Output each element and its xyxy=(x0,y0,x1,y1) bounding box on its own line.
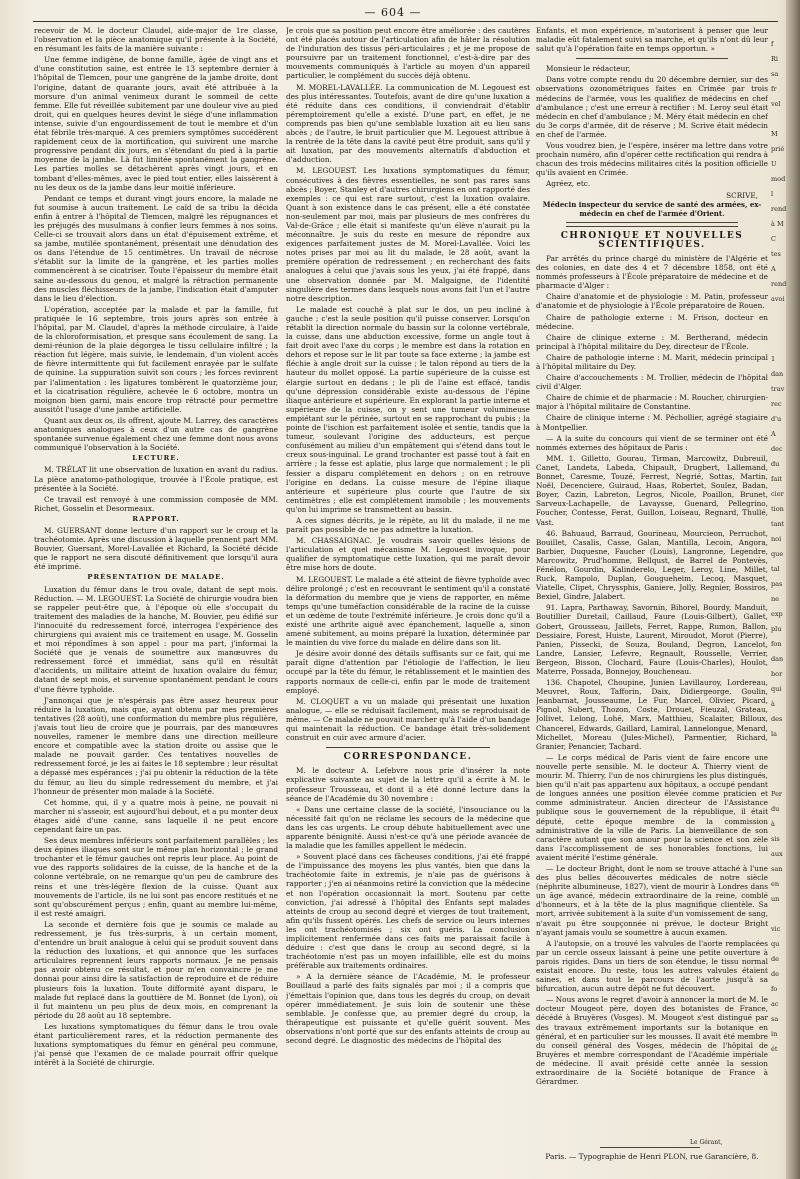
edge-fragment: d'u xyxy=(771,415,782,423)
edge-fragment xyxy=(771,775,787,784)
edge-fragment: cier xyxy=(771,490,784,498)
paragraph: M. MOREL-LAVALLÉE. La communication de M. Legouest est des plus intéressantes. Toutefois, avant de dire qu'une luxation a été réduite dans ces conditions, il conviendrait d'établir péremptoirement qu'elle a existé. D'une part, en effet, je ne comprends pas bien qu'une semblable luxation ait eu lieu sans abcès ; de l'autre, le bruit particulier que M. Legouest attribue à la rentrée de la tête dans la cavité peut être produit, sans qu'il y ait luxation, par des mouvements alternatifs d'abduction et d'adduction. xyxy=(286,82,530,165)
paragraph: Chaire de clinique interne : M. Péchollier, agrégé stagiaire à Montpellier. xyxy=(536,413,768,432)
edge-fragment: ét xyxy=(771,1045,778,1053)
paragraph: 136. Chapotel, Choupine, Junien Lavillauroy, Lordereau, Meuvret, Roux, Tafforin, Daix, Didiergeorge, Goulin, Jeanbarnat, Jousseaume, Le Fur, Marcel, Olivier, Picard, Pignol, Subert, Thozon, Coste, Drouet, Fieuzal, Grateau, Jollivet, Lelong, Lohé, Marx, Matthieu, Scalaiter, Billoux, Chancerel, Edwards, Gaillard, Lamiral, Lannelongue, Menard, Michellet, Moreau (Jules-Michel), Parmentier, Richard, Granier, Penancier, Tachard. xyxy=(536,678,768,751)
edge-fragment: ne xyxy=(771,595,780,603)
paragraph: Chaire de pathologie externe : M. Frison, docteur en médecine. xyxy=(536,312,768,331)
paragraph: Ses deux membres inférieurs sont parfaitement parallèles ; les deux épines iliaques sont sur le même plan horizontal ; le grand trochanter et le fémur gauches ont repris leur place. Au point de vue des rapports solidaires de la cuisse, de la hanche et de la colonne vertébrale, on ne remarque qu'un peu de cambrure des reins et une très-légère flexion de la cuisse. Quant aux mouvements de l'article, ils ne lui sont pas encore restitués et ne sont qu'obscurément perçus ; enfin, quant au membre lui-même, il est resté amaigri. xyxy=(34,836,278,918)
paragraph: MM. 1. Gilletto, Gourau, Tirman, Marcowitz, Dubreuil, Canet, Landeta, Labeda, Chipault, Drugbert, Lallemand, Bonnet, Caresme, Touzé, Ferrest, Negrié, Sottas, Martin, Noël, Decenciere, Guiraud, Haas, Robertet, Soulez, Badan, Boyer, Cazin, Labreton, Legros, Nicole, Poaillon, Brunet, Sarveux-Lachapelle, de Lavaysse, Guenard, Pellegrino, Foucher, Contesse, Ferat, Guillon, Loiseau, Regnard, Thullé, Vast. xyxy=(536,453,768,527)
edge-fragment: prié xyxy=(771,145,785,153)
edge-fragment: fait xyxy=(771,475,782,483)
edge-fragment: du xyxy=(771,805,780,813)
paragraph: Ce travail est renvoyé à une commission composée de MM. Richet, Gosselin et Desormeaux. xyxy=(34,494,278,513)
signature-title: Médecin inspecteur du service de santé des armées, ex-médecin en chef de l'armée d'Orient. xyxy=(542,199,762,218)
paragraph: Agréez, etc. xyxy=(546,179,591,189)
paragraph: Une femme indigène, de bonne famille, âgée de vingt ans et d'une constitution saine, est entrée le 13 septembre dernier à l'hôpital de Tlemcen, pour une gangrène de la jambe droite, dont l'origine, datant de quarante jours, avait été attribuée à la morsure d'un animal venimeux durant le sommeil de cette femme. Elle fut réveillée subitement par une douleur vive au pied droit, qui en quelques heures devint le siége d'une inflammation intense, suivie d'un engourdissement de tout le membre et d'un état fébrile très-marqué. A ces premiers symptômes succédèrent rapidement ceux de la mortification, qui suivirent une marche progressive pendant dix jours, en s'étendant du pied à la partie moyenne de la jambe. Là fut limitée spontanément la gangrène. Les parties molles se détachèrent après vingt jours, et en tombant d'elles-mêmes, avec le pied tout entier, elles laissèrent à nu les deux os de la jambe dans leur moitié inférieure. xyxy=(34,55,278,192)
edge-fragment: tal xyxy=(771,565,780,573)
edge-fragment xyxy=(771,760,787,769)
edge-fragment: sa xyxy=(771,1015,779,1023)
section-heading: PRÉSENTATION DE MALADE. xyxy=(87,573,225,582)
paragraph: L'opération, acceptée par la malade et par la famille, fut pratiquée le 16 septembre, trois jours après son entrée à l'hôpital, par M. Claudel, d'après la méthode circulaire, à l'aide de la chloroformisation, et presque sans écoulement de sang. La demi-réunion de la plaie dégorgea le tissu cellulaire infiltré ; la réaction fut légère, mais suivie, le lendemain, d'un violent accès de fièvre intermittente qui fut facilement enrayée par le sulfate de quinine. La suppuration suivit son cours ; les forces revinrent par l'alimentation : les ligatures tombèrent le quatorzième jour, et la cicatrisation régulière, achevée le 6 octobre, montra un moignon bien garni, mais encore trop rétracté pour permettre aussitôt l'usage d'une jambe artificielle. xyxy=(34,304,278,414)
paragraph: Chaire de clinique externe : M. Bertherand, médecin principal à l'hôpital militaire du Dey, directeur de l'École. xyxy=(536,332,768,351)
edge-fragment: de xyxy=(771,955,780,963)
paragraph: Les luxations symptomatiques du fémur dans le trou ovale étant particulièrement rares, et la réduction permanente des luxations symptomatiques du fémur en général peu commune, j'ai pensé que l'examen de ce malade pourrait offrir quelque intérêt à la Société de chirurgie. xyxy=(34,1021,278,1068)
edge-fragment: sis xyxy=(771,835,780,843)
edge-fragment: fo xyxy=(771,985,778,993)
paragraph: J'annonçai que je n'espérais pas être assez heureux pour réduire la luxation, mais que, ayant obtenu par mes premières tentatives (28 août), une conformation du membre plus régulière, j'avais tout lieu de croire que je pourrais, par des manœuvres nouvelles, ramener le membre dans une direction meilleure encore et compatible avec la station droite ou assise que le malade ne pouvait garder. Ces tentatives nouvelles de redressement forcé, je les ai faites le 18 septembre ; leur résultat a dépassé mes espérances ; j'ai pu obtenir la réduction de la tête du fémur, au lieu du simple redressement du membre, et j'ai l'honneur de présenter mon malade à la Société. xyxy=(34,695,278,796)
printer-imprint: Paris. — Typographie de Henri PLON, rue Garancière, 8. xyxy=(545,1152,759,1161)
paragraph: Chaire de pathologie interne : M. Marit, médecin principal à l'hôpital militaire du Dey. xyxy=(536,352,768,371)
edge-fragment: noi xyxy=(771,535,782,543)
edge-fragment: plu xyxy=(771,625,782,633)
paragraph: Cet homme, qui, il y a quatre mois à peine, ne pouvait ni marcher ni s'asseoir, est aujourd'hui debout, et a pu monter deux étages aidé d'une canne, sans laquelle il ne peut encore cependant faire un pas. xyxy=(34,797,278,834)
edge-fragment: dan xyxy=(771,370,784,378)
paragraph: » Souvent placé dans ces fâcheuses conditions, j'ai été frappé de l'impuissance des moyens les plus vantés, bien que dans la trachéotomie faite in extremis, je n'aie pas de guérisons à rapporter ; j'en ai néanmoins retiré la conviction que la médecine et non l'opération occasionnait la mort. Soutenu par cette conviction, j'ai adressé à l'hôpital des Enfants sept malades atteints de croup au second degré et vierges de tout traitement, afin qu'ils fussent opérés. Les chefs de service ou leurs internes les ont trachéotomisés ; six ont guéris. La conclusion implicitement renfermée dans ces faits me paraissait facile à déduire : c'est que dans le croup au second degré, si la trachéotomie n'est pas un moyen infaillible, elle est du moins préférable aux traitements ordinaires. xyxy=(286,852,530,971)
edge-fragment: à xyxy=(771,820,775,828)
paragraph: Quant aux deux os, ils offrent, ajoute M. Larrey, des caractères anatomiques analogues à ceux d'un autre cas de gangrène spontanée survenue également chez une femme dont nous avons communiqué l'observation à la Société. xyxy=(34,415,278,453)
edge-fragment: à xyxy=(771,700,775,708)
gerant-signature: Le Gérant, xyxy=(690,1139,723,1146)
paragraph: Luxation du fémur dans le trou ovale, datant de sept mois. Réduction. — M. LEGOUEST. La Société de chirurgie voudra bien se rappeler peut-être que, à l'époque où elle s'occupait du traitement des maladies de la hanche, M. Bouvier, peu édifié sur l'innocuité du redressement forcé, interrogea l'expérience des chirurgiens qui avaient mis ce traitement en usage. M. Gosselin et moi répondîmes à son appel : pour ma part, j'informai la Société que je venais de soumettre aux manœuvres du redressement forcé et immédiat, sans qu'il en résultât d'accidents, un militaire atteint de luxation ovalaire du fémur, datant de sept mois, et survenue spontanément pendant le cours d'une fièvre typhoïde. xyxy=(34,584,278,694)
edge-fragment: la xyxy=(771,730,777,738)
column-right xyxy=(536,26,768,1146)
edge-fragment: fon xyxy=(771,640,782,648)
edge-fragment: dan xyxy=(771,655,784,663)
edge-fragment: tion xyxy=(771,505,784,513)
paragraph: recevoir de M. le docteur Claudel, aide-major de 1re classe, l'observation et la pièce anatomique qu'il présente à la Société, en résumant les faits de la manière suivante : xyxy=(34,26,278,54)
paragraph: Je crois que sa position peut encore être améliorée : des cautères ont été placés autour de l'articulation afin de hâter la résolution de l'induration des tissus péri-articulaires ; et je me propose de poursuivre par un traitement fonctionnel, c'est-à-dire par des mouvements communiqués à l'article au moyen d'un appareil particulier, le complément du succès déjà obtenu. xyxy=(286,26,530,81)
edge-fragment: l xyxy=(771,190,774,198)
paragraph: Chaire d'accouchements : M. Trollier, médecin de l'hôpital civil d'Alger. xyxy=(536,373,768,392)
edge-fragment xyxy=(771,340,787,349)
paragraph: M. CLOQUET a vu un malade qui présentait une luxation analogue, — elle se réduisait facilement, mais se reproduisait de même. — Ce malade ne pouvait marcher qu'à l'aide d'un bandage qui maintenait la réduction. Ce bandage était très-solidement construit en cuir avec armure d'acier. xyxy=(286,696,530,743)
paragraph: Dans votre compte rendu du 20 décembre dernier, sur des observations ozonométriques faites en Crimée par trois médecins de l'armée, vous les qualifiez de médecins en chef d'ambulance ; c'est une erreur à rectifier : M. Leroy seul était médecin en chef d'ambulance ; M. Méry était médecin en chef du 3e corps d'armée, dit de réserve ; M. Scrive était médecin en chef de l'armée. xyxy=(536,75,768,139)
paragraph: Enfants, et mon expérience, m'autorisent à penser que leur maladie eût fatalement suivi sa marche, et qu'ils n'ont dû leur salut qu'à l'opération faite en temps opportun. » xyxy=(536,26,768,54)
edge-fragment: du xyxy=(771,460,780,468)
footer-rule xyxy=(600,1147,700,1148)
section-rule xyxy=(326,747,490,748)
section-heading: LECTURE. xyxy=(132,454,180,463)
paragraph: » A la dernière séance de l'Académie, M. le professeur Bouillaud a parlé des faits signalés par moi ; il a compris que j'émettais l'opinion que, dans tous les degrés du croup, on devait opérer immédiatement. Je suis loin de soutenir une thèse semblable. Je confesse que, au premier degré du croup, la thérapeutique est puissante et qu'elle guérit souvent. Mes observations n'ont porté que sur des enfants atteints de croup au second degré. Le diagnostic des médecins de l'hôpital des xyxy=(286,972,530,1046)
edge-fragment: que xyxy=(771,550,784,558)
edge-fragment: A xyxy=(771,265,776,273)
paragraph: — A la suite du concours qui vient de se terminer ont été nommés externes des hôpitaux de Paris : xyxy=(536,433,768,452)
paragraph: Pendant ce temps et durant vingt jours encore, la malade ne fut soumise à aucun traitement. Le caïd de sa tribu la décida enfin à entrer à l'hôpital de Tlemcen, malgré les répugnances et les préjugés des musulmans à confier leurs femmes à nos soins. Celle-ci se trouvait alors dans un état d'épuisement extrême, et sa jambe, mutilée spontanément, présentait une dénudation des os dans l'étendue de 15 centimètres. Un travail de nécrose s'établit sur la limite de la gangrène, et les parties molles commencèrent à se cicatriser. Toute l'épaisseur du membre était saine au-dessous du genou, et malgré la rétraction permanente des muscles fléchisseurs de la jambe, l'indication était d'amputer dans le lieu d'élection. xyxy=(34,193,278,303)
edge-fragment xyxy=(771,115,787,124)
edge-fragment: vic xyxy=(771,925,781,933)
edge-fragment: U xyxy=(771,160,777,168)
edge-fragment: san xyxy=(771,865,783,873)
header-rule xyxy=(33,21,778,22)
paragraph: 46. Bahuaud, Barraud, Gourineau, Mourcieon, Perruchot, Bouillet, Casalis, Casse, Galan, Mantilla, Lecoin, Angora, Barbier, Duquesne, Faucher (Louis), Langronne, Legendre, Marcowitz, Prud'homme, Bellqust, de Barrel de Pontevès, Fénélon, Gourdin, Kalinderelo, Leger, Leroy, Line, Millet, Ruck, Rampolo, Duplan, Gougueheim, Lecoq, Masquet, Viatelle, Clipet, Chryssphis, Ganiere, Jolly, Regnier, Bossiros, Bexiel, Gindre, Jalabert. xyxy=(536,528,768,602)
book-binding xyxy=(786,0,800,1179)
edge-fragment: A xyxy=(771,430,776,438)
edge-fragment: exp xyxy=(771,610,783,618)
letter-signature: SCRIVE, xyxy=(726,190,758,200)
paragraph: A ces signes décrits, je le répète, au lit du malade, il ne me paraît pas possible de ne pas admettre la luxation. xyxy=(286,515,530,535)
paragraph: M. TRÉLAT lit une observation de luxation en avant du radius. La pièce anatomo-pathologique, trouvée à l'École pratique, est présentée à la Société. xyxy=(34,465,278,493)
edge-fragment xyxy=(771,325,787,334)
edge-fragment xyxy=(771,910,787,919)
section-heading: RAPPORT. xyxy=(132,514,180,523)
edge-fragment: en xyxy=(771,880,780,888)
edge-fragment: pas xyxy=(771,580,783,588)
edge-fragment: sa xyxy=(771,70,779,78)
paragraph: 91. Lapra, Parthaway, Savornin, Bihorel, Bourdy, Manduit, Boutillier Duretail, Caillaud, Faure (Louis-Gilbert), Gallet, Gobert, Grousseau, Jaillets, Ferret, Rappe, Rumon, Ballon, Dessiaire, Forest, Huiste, Laurent, Miroudot, Morot (Pierre), Panien, Pissecki, de Souza, Bouland, Degron, Lancelot, Landre, Lansier, Lefevre, Regnault, Rousselle, Verrier, Bergeon, Bisson, Clochard, Faure (Louis-Charles), Houlot, Materre, Possada, Bonnejoy, Boucheneau. xyxy=(536,603,768,676)
paragraph: M. LEGOUEST. Les luxations symptomatiques du fémur, consécutives à des fièvres essentielles, ne sont pas rares sans abcès ; Boyer, Stanley et d'autres chirurgiens en ont rapporté des exemples : ce qui est rare surtout, c'est la luxation ovalaire. Quant à son existence dans le cas présent, elle a été constatée non-seulement par moi, mais par plusieurs de mes confrères du Val-de-Grâce ; elle était si manifeste qu'un élève n'aurait pu la méconnaître. Je suis du reste en mesure de répondre aux exigences parfaitement justes de M. Morel-Lavallée. Voici les notes prises par moi au lit du malade, le 28 août, avant la première opération de redressement ; en recherchant des faits analogues à celui que j'avais sous les yeux, j'ai été frappé, dans une observation donnée par M. Malgaigne, de l'identité singulière des termes dans lesquels nous avons fait l'un et l'autre notre description. xyxy=(286,166,530,303)
edge-fragment: Ri xyxy=(771,55,778,63)
paragraph: — Nous avons le regret d'avoir à annoncer la mort de M. le docteur Mougeot père, doyen des botanistes de France, décédé à Bruyères (Vosges). M. Mougeot s'est distingué par des travaux extrêmement importants sur la botanique en général, et en particulier sur les mousses. Il avait été membre du conseil général des Vosges, médecin de l'hôpital de Bruyères et membre correspondant de l'Académie impériale de médecine. Il avait présidé cette année la session extraordinaire de la Société botanique de France à Gérardmer. xyxy=(536,995,768,1087)
section-rule xyxy=(576,58,728,59)
edge-fragment: rend xyxy=(771,205,787,213)
edge-fragment: 1 xyxy=(771,355,776,363)
edge-fragment: f xyxy=(771,40,774,48)
paragraph: « Dans une certaine classe de la société, l'insouciance ou la nécessité fait qu'on ne réclame les secours de la médecine que dans les cas urgents. Le croup débute habituellement avec une apparente bénignité. Aussi n'est-ce qu'à une période avancée de la maladie que les familles appellent le médecin. xyxy=(286,804,530,851)
edge-fragment: M xyxy=(771,130,778,138)
paragraph: A l'autopsie, on a trouvé les valvules de l'aorte remplacées par un cercle osseux laissant à peine une petite ouverture à parois rigides. Dans un tiers de son étendue, le tissu normal existait encore. Du reste, tous les autres valvules étaient saines, et dans tout le parcours de l'aorte jusqu'à sa bifurcation, aucun autre dépôt ne fut découvert. xyxy=(536,938,768,994)
paragraph: M. GUERSANT donne lecture d'un rapport sur le croup et la trachéotomie. Après une discussion à laquelle prennent part MM. Bouvier, Guersant, Morel-Lavallée et Richard, la Société décide que le rapport ne sera discuté définitivement que lorsqu'il aura été imprimé. xyxy=(34,525,278,572)
paragraph: La seconde et dernière fois que je soumis ce malade au redressement, je fus très-surpris, à un certain moment, d'entendre un bruit analogue à celui qui se produit souvent dans la réduction des luxations, et qui annonce que les surfaces articulaires reprennent leurs rapports normaux. Je ne pensais pas avoir obtenu ce résultat, et pour m'en convaincre je me donnai pour ainsi dire la satisfaction de reproduire et de réduire plusieurs fois la luxation. Toute difformité ayant disparu, le malade fut replacé dans la gouttière de M. Bonnet (de Lyon), où il fut maintenu un peu plus de deux mois, en comprenant la période du 28 août au 18 septembre. xyxy=(34,919,278,1020)
edge-fragment: trav xyxy=(771,385,785,393)
section-title: CORRESPONDANCE. xyxy=(343,752,473,763)
paragraph: Vous voudrez bien, je l'espère, insérer ma lettre dans votre prochain numéro, afin d'opérer cette rectification qui rendra à chacun des trois médecins militaires cités la position officielle qu'ils avaient en Crimée. xyxy=(536,141,768,178)
edge-fragment: tant xyxy=(771,520,785,528)
paragraph: Monsieur le rédacteur, xyxy=(546,64,631,74)
edge-fragment: rec xyxy=(771,400,782,408)
edge-fragment: tes xyxy=(771,250,781,258)
edge-fragment: mod xyxy=(771,175,786,183)
edge-fragment: vel xyxy=(771,100,781,108)
paragraph: — Le docteur Bright, dont le nom se trouve attaché à l'une des plus belles découvertes médicales de notre siècle (néphrite albumineuse, 1827), vient de mourir à Londres dans un âge avancé, médecin extraordinaire de la reine, comblé d'honneurs, et à la tête de la plus magnifique clientèle. Sa mort, arrivée subitement à la suite d'un vomissement de sang, n'avait pu être soupçonnée ni prévue, le docteur Bright n'ayant jamais voulu se soumettre à aucun examen. xyxy=(536,863,768,937)
paragraph: Chaire d'anatomie et de physiologie : M. Patin, professeur d'anatomie et de physiologie à l'École préparatoire de Rouen. xyxy=(536,292,768,311)
edge-fragment: un xyxy=(771,895,780,903)
paragraph: Je désire avoir donné des détails suffisants sur ce fait, qui me paraît digne d'attention par l'étiologie de l'affection, le lieu occupé par la tête du fémur, le rétablissement et le maintien des rapports normaux de celle-ci, enfin par le mode de traitement employé. xyxy=(286,649,530,695)
paragraph: M. le docteur A. Lefebvre nous prie d'insérer la note explicative suivante au sujet de la lettre qu'il a écrite à M. le professeur Trousseau, et dont il a été donné lecture dans la séance de l'Académie du 30 novembre : xyxy=(286,766,530,803)
edge-fragment: qui xyxy=(771,685,782,693)
edge-fragment: ac xyxy=(771,1000,779,1008)
paragraph: M. LEGOUEST. Le malade a été atteint de fièvre typhoïde avec délire prolongé ; c'est en recouvrant le sentiment qu'il a constaté la déformation du membre que je viens de rapporter, en même temps qu'une tuméfaction considérable de la racine de la cuisse et un œdème de toute l'extrémité inférieure. Je crois donc qu'il a existé une arthrite aiguë avec épanchement, laquelle a, sinon amené subitement, au moins préparé la luxation, déterminée par le maintien du vive force du malade en délire dans son lit. xyxy=(286,574,530,648)
edge-fragment: C xyxy=(771,235,776,243)
section-title: CHRONIQUE ET NOUVELLES SCIENTIFIQUES. xyxy=(560,230,744,250)
edge-fragment: de xyxy=(771,970,780,978)
edge-fragment: des xyxy=(771,715,783,723)
facing-page-edge xyxy=(771,40,787,1060)
paragraph: Le malade est couché à plat sur le dos, un peu incliné à gauche ; c'est la seule position qu'il puisse conserver. Lorsqu'on rétablit la direction normale du bassin sur la colonne vertébrale, la cuisse, dans une abduction excessive, forme un angle tout à fait droit avec l'axe du corps ; le membre est dans la rotation en dehors et repose sur le lit par toute sa face externe ; la jambe est fléchie à angle droit sur la cuisse ; le talon répond au tiers de la hauteur du mollet opposé. La partie supérieure de la cuisse est élargie surtout en dedans ; le pli de l'aine est effacé, tandis qu'une dépression considérable existe au-dessous de l'épine iliaque antérieure et supérieure. En explorant la partie interne et supérieure de la cuisse, on y sent une tumeur volumineuse empiétant sur le périnée, surtout en se rapprochant du pubis ; la pointe de l'ischion est parfaitement isolée et sentie, tandis que la tumeur, soulevant l'origine des adducteurs, est perçue confusément au milieu d'un empâtement qui s'étend dans tout le creux sous-inguinal. Le grand trochanter est passé tout à fait en arrière ; la fesse est aplatie, plus large que normalement ; le pli fessier a disparu complétement en dehors ; on en retrouve l'origine en dedans. La cuisse mesure de l'épine iliaque antérieure et supérieure plus courte que l'autre de six centimètres ; elle est complétement immobile ; les mouvements qu'on lui imprime se transmettent au bassin. xyxy=(286,304,530,514)
paragraph: Chaire de chimie et de pharmacie : M. Roucher, chirurgien-major à l'hôpital militaire de Constantine. xyxy=(536,393,768,412)
edge-fragment: in xyxy=(771,1030,778,1038)
edge-fragment: Per xyxy=(771,790,783,798)
edge-fragment: fr xyxy=(771,85,777,93)
page-number: — 604 — xyxy=(364,6,422,19)
paragraph: M. CHASSAIGNAC. Je voudrais savoir quelles lésions de l'articulation et quel mécanisme M. Legouest invoque, pour qualifier de symptomatique cette luxation, qui me paraît devoir être mise hors de doute. xyxy=(286,536,530,573)
edge-fragment xyxy=(771,310,787,319)
edge-fragment xyxy=(771,745,787,754)
paragraph: — Le corps médical de Paris vient de faire encore une nouvelle perte sensible. M. le docteur A. Thierry vient de mourir. M. Thierry, l'un de nos chirurgiens les plus distingués, bien qu'il n'ait pas appartenu aux hôpitaux, a occupé pendant de longues années une position élevée comme praticien et comme administrateur. Ancien directeur de l'Assistance publique sous le gouvernement de la république, il était député, cette époque membre de la commission administrative de la ville de Paris. La bienveillance de son caractère autant que son amour pour la science et son zèle dans l'accomplissement de ses honorables fonctions, lui avaient mérité l'estime générale. xyxy=(536,752,768,862)
paragraph: Par arrêtés du prince chargé du ministère de l'Algérie et des colonies, en date des 4 et 7 décembre 1858, ont été nommés professeurs à l'École préparatoire de médecine et de pharmacie d'Alger : xyxy=(536,253,768,291)
edge-fragment: à M xyxy=(771,220,784,228)
edge-fragment: bor xyxy=(771,670,783,678)
double-rule xyxy=(566,222,738,227)
edge-fragment: qu xyxy=(771,940,780,948)
edge-fragment: dec xyxy=(771,445,783,453)
edge-fragment: aux xyxy=(771,850,783,858)
column-left xyxy=(34,26,278,1146)
edge-fragment: avoi xyxy=(771,295,785,303)
column-middle xyxy=(286,26,530,1146)
edge-fragment: rend xyxy=(771,280,787,288)
